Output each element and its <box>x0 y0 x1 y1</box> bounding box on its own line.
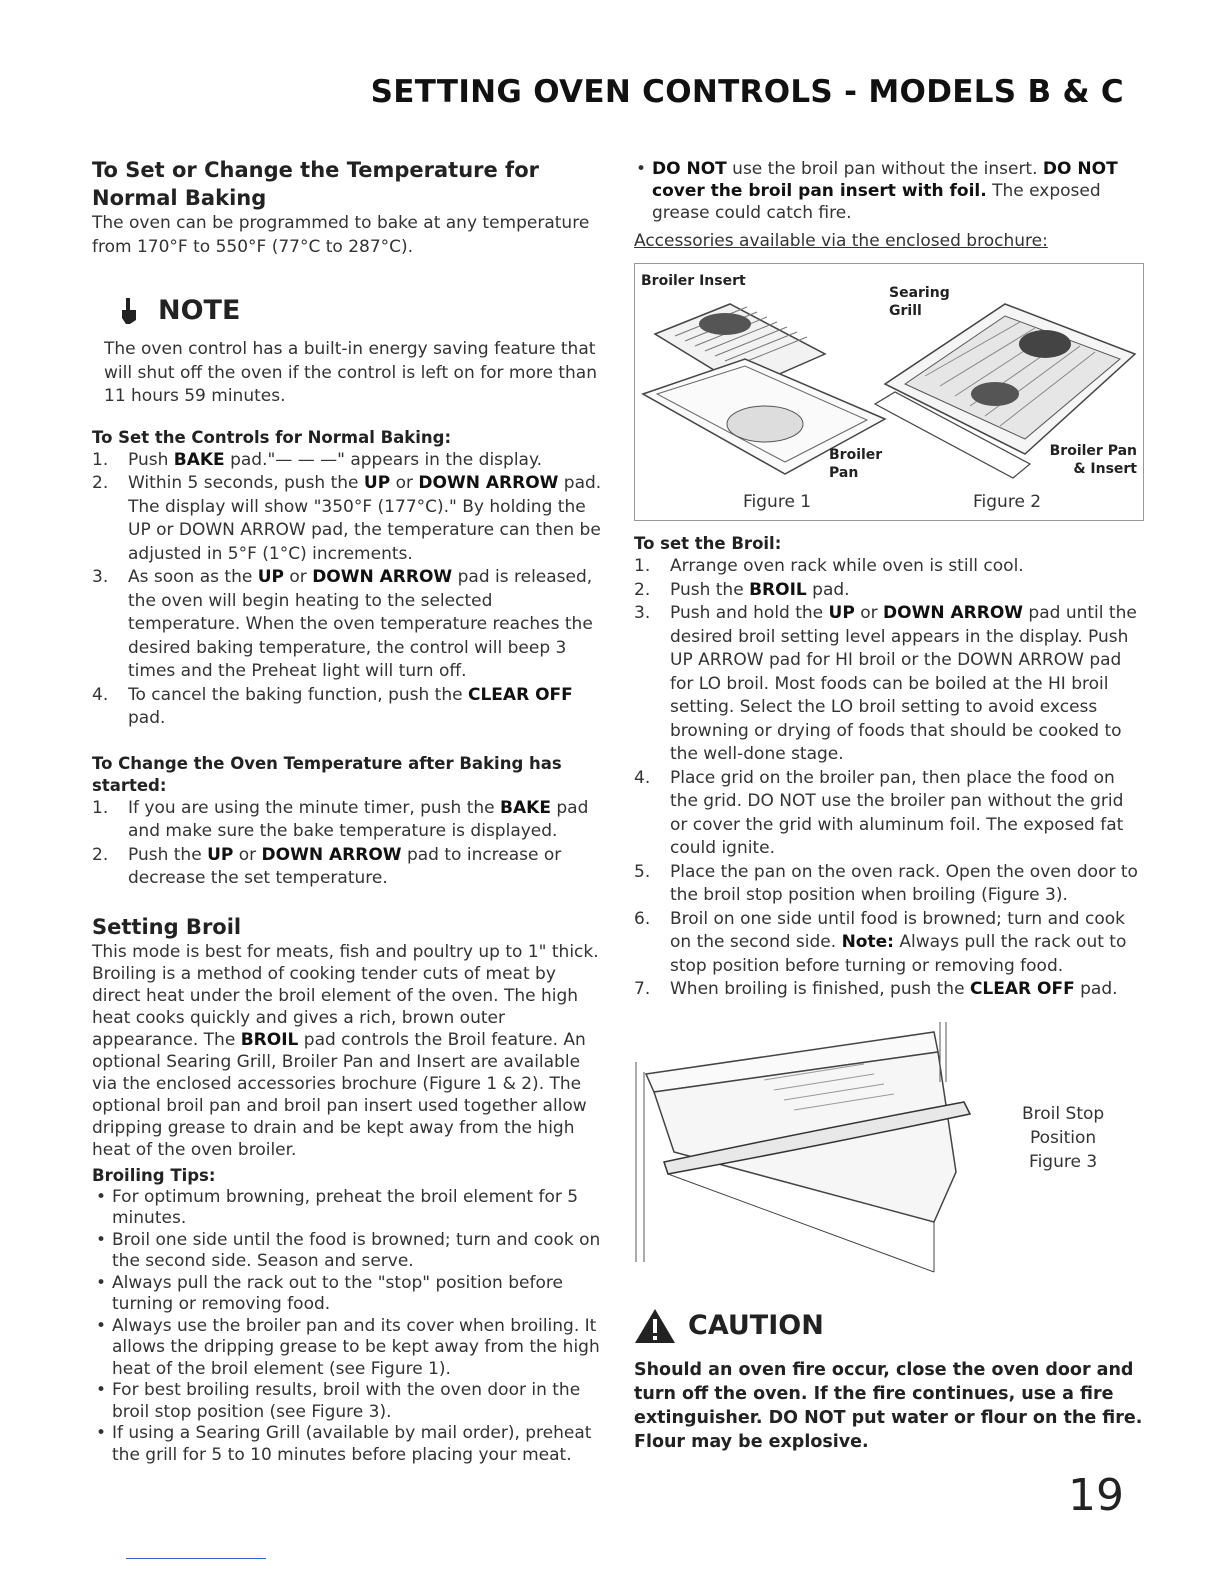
footer-rule <box>126 1558 266 1559</box>
oven-door-illustration <box>634 1012 994 1292</box>
figure-3 <box>634 1012 1144 1292</box>
setting-broil-text: This mode is best for meats, fish and poultry up to 1" thick. Broiling is a method of cooking tender cuts of meat by direct heat under the broil element of the oven. The high heat cooks quickly and gives a rich, brown outer appearance. The BROIL pad controls the Broil feature. An optional Searing Grill, Broiler Pan and Insert are available via the enclosed accessories brochure (Figure 1 & 2). The optional broil pan and broil pan insert used together allow dripping grease to drain and be kept away from the high heat of the oven broiler. <box>92 941 599 1160</box>
set-broil-heading: To set the Broil: <box>634 534 782 553</box>
step-item: 3. Push and hold the UP or DOWN ARROW pad until the desired broil setting level appears in the display. Push UP ARROW pad for HI broil or the DOWN ARROW pad for LO broil. Most foods can be boiled at the HI broil setting. Select the LO broil setting to avoid excess browning or drying of foods that should be cooked to the well-done stage. <box>634 603 1137 764</box>
step-item: 2. Push the UP or DOWN ARROW pad to increase or decrease the set temperature. <box>92 844 562 888</box>
tip-item: • If using a Searing Grill (available by mail order), preheat the grill for 5 to 10 minutes before placing your meat. <box>96 1423 592 1465</box>
searing-grill-label: Searing Grill <box>889 285 950 319</box>
tip-item: • For best broiling results, broil with the oven door in the broil stop position (see Figure 3). <box>96 1380 581 1422</box>
broiler-pan-label: Broiler Pan <box>829 447 883 481</box>
step-item: 2. Push the BROIL pad. <box>634 579 850 600</box>
step-item: 1. Arrange oven rack while oven is still cool. <box>634 556 1024 576</box>
accessories-link: Accessories available via the enclosed brochure: <box>634 231 1048 251</box>
normal-baking-heading: To Set the Controls for Normal Baking: <box>92 427 452 447</box>
step-item: 6. Broil on one side until food is browned; turn and cook on the second side. Note: Always pull the rack out to stop position before turning or removing food. <box>634 908 1127 976</box>
broiling-tips-list <box>92 1187 604 1467</box>
step-item: 5. Place the pan on the oven rack. Open the oven door to the broil stop position when broiling (Figure 3). <box>634 861 1138 905</box>
figure-1-2 <box>634 263 1144 521</box>
note-text: The oven control has a built-in energy saving feature that will shut off the oven if the control is left on for more than 11 hours 59 minutes. <box>104 339 597 406</box>
broiler-insert-label: Broiler Insert <box>641 273 746 289</box>
tip-item: • Always use the broiler pan and its cover when broiling. It allows the dripping grease to be kept away from the high heat of the broil element (see Figure 1). <box>96 1315 600 1379</box>
setting-broil-heading: Setting Broil <box>92 914 242 939</box>
step-item: 4. Place grid on the broiler pan, then place the food on the grid. DO NOT use the broiler pan without the grid or cover the grid with aluminum foil. The exposed fat could ignite. <box>634 767 1124 858</box>
normal-baking-steps <box>92 449 604 731</box>
warning-triangle-icon <box>634 1308 676 1344</box>
figure-3-caption: Broil Stop Position Figure 3 <box>1022 1103 1105 1172</box>
tip-item: • For optimum browning, preheat the broil element for 5 minutes. <box>96 1186 579 1228</box>
temp-heading: To Set or Change the Temperature for Normal Baking <box>92 158 539 210</box>
change-temp-heading: To Change the Oven Temperature after Baking has started: <box>92 753 562 795</box>
note-header <box>114 295 604 326</box>
broiler-pan-insert-label: Broiler Pan & Insert <box>1049 443 1137 477</box>
page-number: 19 <box>1068 1470 1124 1521</box>
figure-1-caption: Figure 1 <box>743 492 812 512</box>
right-column <box>634 158 1144 1454</box>
tip-item: • Broil one side until the food is browned; turn and cook on the second side. Season and serve. <box>96 1229 601 1271</box>
step-item: 4. To cancel the baking function, push the CLEAR OFF pad. <box>92 684 573 728</box>
pointing-hand-icon <box>114 296 144 326</box>
step-item: 2. Within 5 seconds, push the UP or DOWN ARROW pad. The display will show "350°F (177°C)." By holding the UP or DOWN ARROW pad, the temperature can then be adjusted in 5°F (1°C) increments. <box>92 473 602 564</box>
tip-item: • Always pull the rack out to the "stop" position before turning or removing food. <box>96 1272 563 1314</box>
step-item: 1. If you are using the minute timer, push the BAKE pad and make sure the bake temperature is displayed. <box>92 797 589 841</box>
caution-title: CAUTION <box>688 1310 824 1341</box>
step-item: 7. When broiling is finished, push the CLEAR OFF pad. <box>634 979 1118 999</box>
step-item: 3. As soon as the UP or DOWN ARROW pad is released, the oven will begin heating to the selected temperature. When the oven temperature reaches the desired baking temperature, the control will beep 3 times and the Preheat light will turn off. <box>92 567 593 681</box>
note-title: NOTE <box>158 295 241 326</box>
temp-text: The oven can be programmed to bake at any temperature from 170°F to 550°F (77°C to 287°C). <box>92 213 590 257</box>
broiling-tips-heading: Broiling Tips: <box>92 1165 216 1185</box>
caution-header <box>634 1308 1144 1344</box>
set-broil-steps <box>634 555 1144 1002</box>
step-item: 1. Push BAKE pad."— — —" appears in the display. <box>92 449 543 470</box>
change-temp-steps <box>92 797 604 891</box>
left-column <box>92 156 604 1466</box>
caution-text: Should an oven fire occur, close the oven door and turn off the oven. If the fire continues, use a fire extinguisher. DO NOT put water or flour on the fire. Flour may be explosive. <box>634 1359 1143 1452</box>
page-title: SETTING OVEN CONTROLS - MODELS B & C <box>370 74 1124 110</box>
foil-warning: • DO NOT use the broil pan without the insert. DO NOT cover the broil pan insert with foil. The exposed grease could catch fire. <box>636 159 1118 223</box>
figure-2-caption: Figure 2 <box>973 492 1042 512</box>
